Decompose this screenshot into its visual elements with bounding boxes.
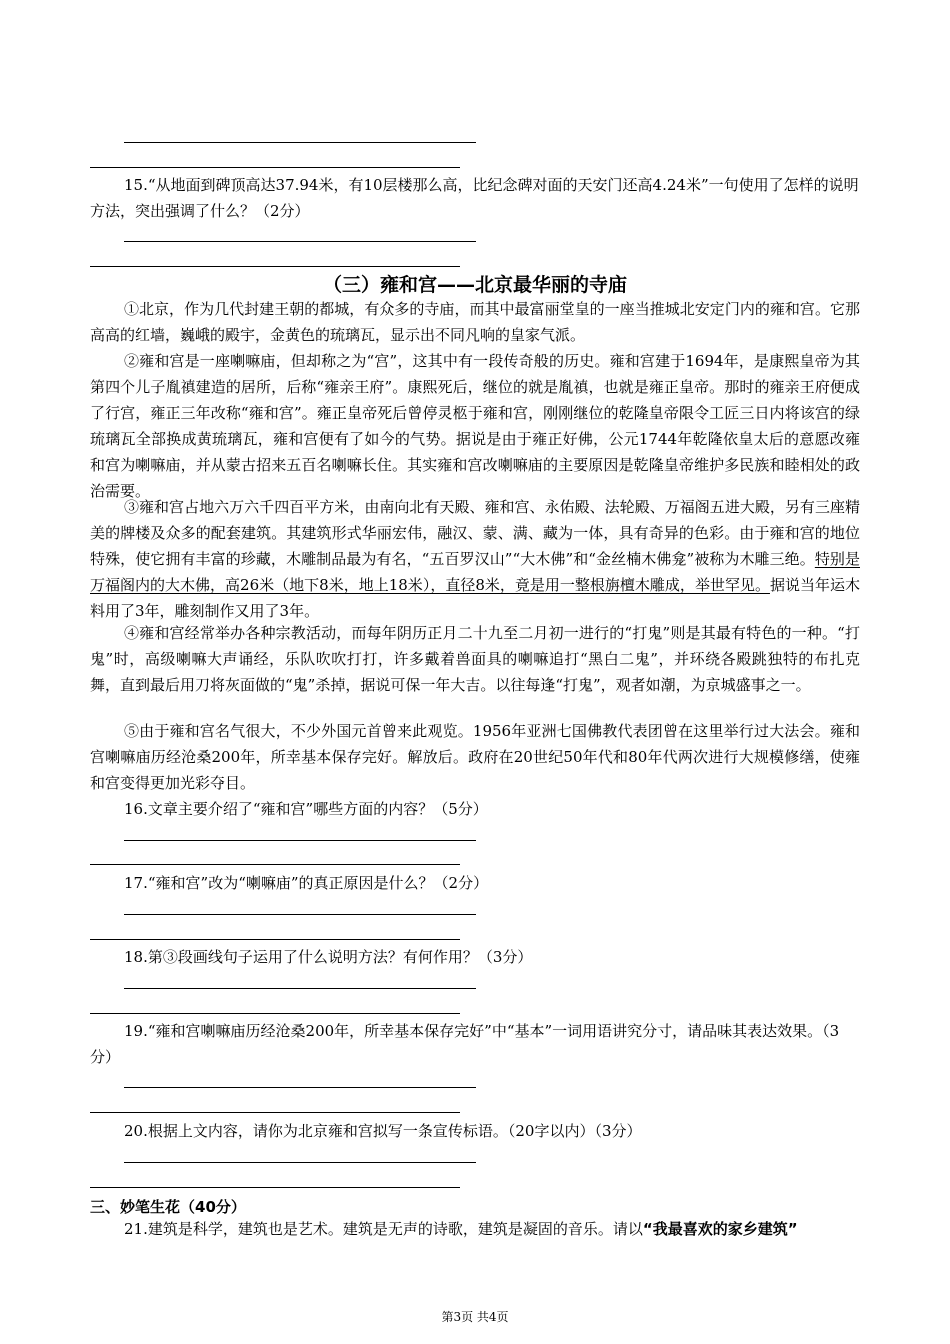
answer-line [90,1013,460,1014]
question-17: 17.“雍和宫”改为“喇嘛庙”的真正原因是什么？（2分） [124,874,489,892]
essay-topic: “我最喜欢的家乡建筑” [642,1220,798,1238]
paragraph-2: ②雍和宫是一座喇嘛庙，但却称之为“宫”，这其中有一段传奇般的历史。雍和宫建于1694年，是康熙皇帝为其第四个儿子胤禛建造的居所，后称“雍亲王府”。康熙死后，继位的就是胤禛，也就是雍正皇帝。那时的雍亲王府便成了行宫，雍正三年改称“雍和宫”。雍正皇帝死后曾停灵柩于雍和宫，刚刚继位的乾隆皇帝限令工匠三日内将该宫的绿琉璃瓦全部换成黄琉璃瓦，雍和宫便有了如今的气势。据说是由于雍正好佛，公元1744年乾隆依皇太后的意愿改雍和宫为喇嘛庙，并从蒙古招来五百名喇嘛长住。其实雍和宫改喇嘛庙的主要原因是乾隆皇帝维护多民族和睦相处的政治需要。 [90,352,860,500]
paragraph-3-tail: 据说当年运木料用了3年，雕刻制作又用了3年。 [90,576,860,620]
paragraph-3 [90,494,860,624]
paragraph-4: ④雍和宫经常举办各种宗教活动，而每年阴历正月二十九至二月初一进行的“打鬼”则是其最有特色的一种。“打鬼”时，高级喇嘛大声诵经，乐队吹吹打打，许多戴着兽面具的喇嘛追打“黑白二鬼”，并环绕各殿跳独特的布扎克舞，直到最后用刀将灰面做的“鬼”杀掉，据说可保一年大吉。以往每逢“打鬼”，观者如潮，为京城盛事之一。 [90,624,860,694]
section-title: （三）雍和宫——北京最华丽的寺庙 [322,274,627,296]
answer-line [90,167,460,168]
answer-line [90,1187,460,1188]
underlined-sentence: 特别是万福阁内的大木佛，高26米（地下8米，地上18米），直径8米，竟是用一整根旃檀木雕成，举世罕见。 [90,550,860,594]
question-15: 15.“从地面到碑顶高达37.94米，有10层楼那么高，比纪念碑对面的天安门还高4.24米”一句使用了怎样的说明方法，突出强调了什么？（2分） [90,176,859,220]
answer-line [124,1162,476,1163]
section-3-heading: 三、妙笔生花（40分） [90,1198,246,1216]
answer-line [124,914,476,915]
answer-line [124,241,476,242]
answer-line [90,266,460,267]
question-19: 19.“雍和宫喇嘛庙历经沧桑200年，所幸基本保存完好”中“基本”一词用语讲究分寸，请品味其表达效果。（3分） [90,1022,840,1066]
question-18: 18.第③段画线句子运用了什么说明方法？有何作用？（3分） [124,948,533,966]
question-20: 20.根据上文内容，请你为北京雍和宫拟写一条宣传标语。（20字以内）（3分） [124,1122,642,1140]
paragraph-3-text: ③雍和宫占地六万六千四百平方米，由南向北有天殿、雍和宫、永佑殿、法轮殿、万福阁五进大殿，另有三座精美的牌楼及众多的配套建筑。其建筑形式华丽宏伟，融汉、蒙、满、藏为一体，具有奇异的色彩。由于雍和宫的地位特殊，使它拥有丰富的珍藏，木雕制品最为有名，“五百罗汉山”“大木佛”和“金丝楠木佛龛”被称为木雕三绝。 [90,498,860,568]
answer-line [124,840,476,841]
question-21 [124,1218,798,1240]
paragraph-1: ①北京，作为几代封建王朝的都城，有众多的寺庙，而其中最富丽堂皇的一座当推城北安定门内的雍和宫。它那高高的红墙，巍峨的殿宇，金黄色的琉璃瓦，显示出不同凡响的皇家气派。 [90,300,860,344]
paragraph-5: ⑤由于雍和宫名气很大，不少外国元首曾来此观览。1956年亚洲七国佛教代表团曾在这里举行过大法会。雍和宫喇嘛庙历经沧桑200年，所幸基本保存完好。解放后。政府在20世纪50年代和80年代两次进行大规模修缮，使雍和宫变得更加光彩夺目。 [90,722,860,792]
answer-line [90,864,460,865]
answer-line [124,1087,476,1088]
answer-line [124,142,476,143]
answer-line [124,988,476,989]
question-21-text: 21.建筑是科学，建筑也是艺术。建筑是无声的诗歌，建筑是凝固的音乐。请以 [124,1220,643,1238]
answer-line [90,1112,460,1113]
answer-line [90,939,460,940]
question-16: 16.文章主要介绍了“雍和宫”哪些方面的内容？（5分） [124,800,488,818]
page-footer: 第3页 共4页 [441,1310,509,1324]
